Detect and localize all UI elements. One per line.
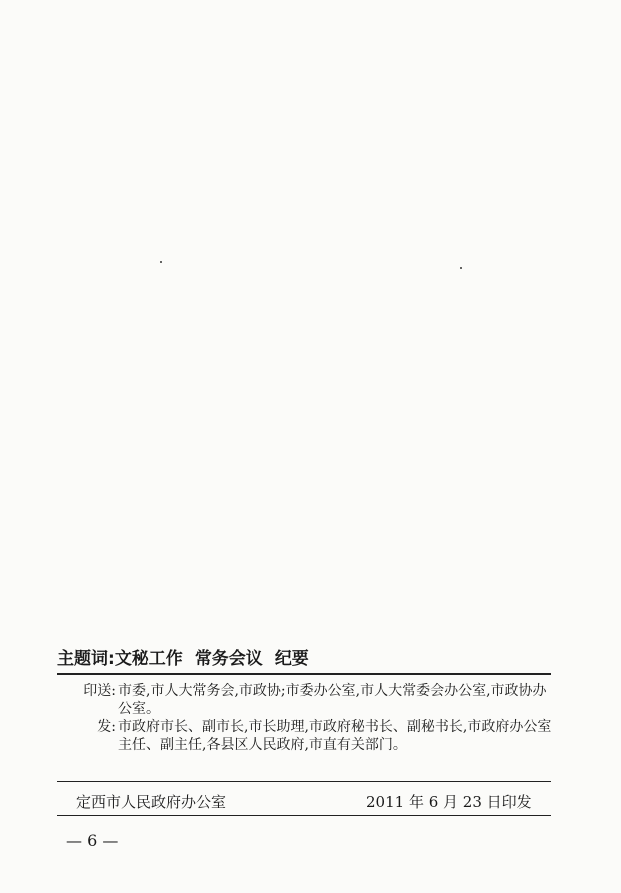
- subject-keyword: 纪要: [274, 649, 309, 669]
- page-number: — 6 —: [66, 831, 119, 850]
- issue-date: 2011 年 6 月 23 日印发: [366, 793, 532, 811]
- send-label: 发:: [97, 719, 116, 735]
- divider-line: [57, 815, 551, 816]
- divider-line: [57, 673, 551, 675]
- divider-line: [57, 781, 551, 782]
- subject-keyword: 文秘工作: [114, 649, 183, 669]
- cc-recipients: 市委,市人大常务会,市政协;市委办公室,市人大常委会办公室,市政协办公室。: [118, 683, 547, 717]
- issuing-office: 定西市人民政府办公室: [76, 793, 227, 811]
- scan-speck: [160, 261, 162, 263]
- subject-label: 主题词:: [57, 649, 115, 669]
- subject-keyword: 常务会议: [194, 649, 263, 669]
- scan-speck: [460, 267, 462, 269]
- subject-keywords: [57, 644, 309, 669]
- send-recipients: 市政府市长、副市长,市长助理,市政府秘书长、副秘书长,市政府办公室主任、副主任,各县区人民政府,市直有关部门。: [118, 719, 552, 753]
- cc-label: 印送:: [83, 683, 116, 699]
